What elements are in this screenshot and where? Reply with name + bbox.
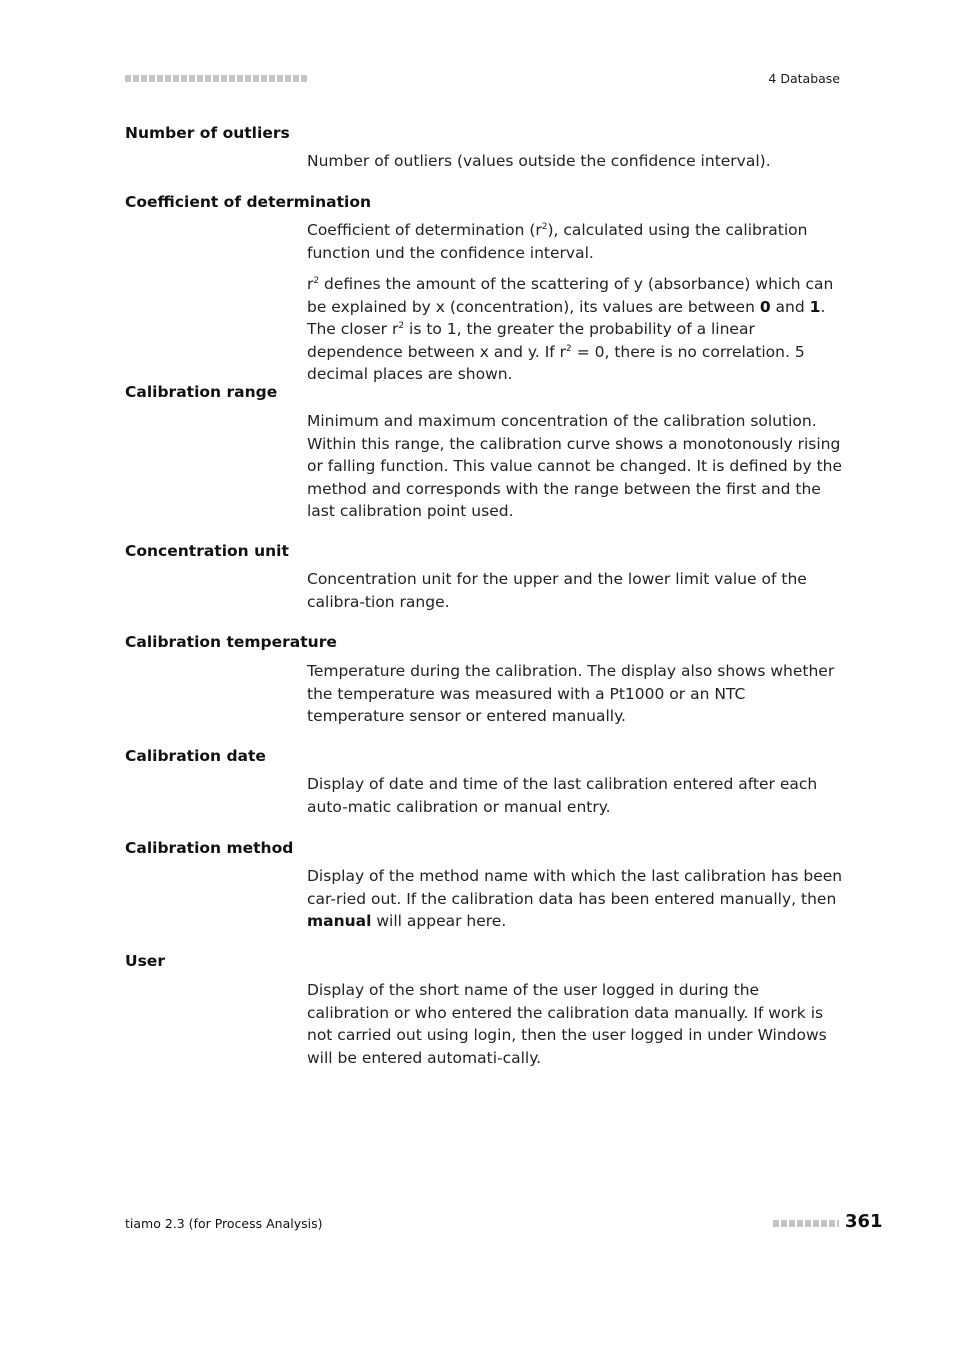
section-title-determination: Coefficient of determination	[125, 193, 372, 211]
outliers-description: Number of outliers (values outside the confidence interval).	[307, 152, 771, 170]
section-title-temperature: Calibration temperature	[125, 633, 337, 651]
section-title-date: Calibration date	[125, 747, 266, 765]
footer-decoration	[773, 1220, 839, 1227]
determination-description: Coefficient of determination $(r^2)$, calculated using the calibration function und the confidence interval.	[307, 221, 808, 262]
section-title-user: User	[125, 952, 165, 970]
determination-explanation: $r^2$ defines the amount of the scattering of y (absorbance) which can be explained by x (concentration), its values are between 0 and 1. The closer $r^2$ is to 1, the greater the probability of a linear dependence between x and y. If $r^2 = 0$, there is no correlation. 5 decimal places are shown.	[307, 275, 834, 383]
footer-product-name: tiamo 2.3 (for Process Analysis)	[125, 1216, 323, 1231]
chapter-header: 4 Database	[768, 71, 840, 86]
unit-description: Concentration unit for the upper and the lower limit value of the calibra-tion range.	[307, 570, 807, 611]
method-description: Display of the method name with which the last calibration has been car-ried out. If the calibration data has been entered manually, then manual will appear here.	[307, 867, 843, 930]
section-title-range: Calibration range	[125, 383, 278, 401]
date-description: Display of date and time of the last calibration entered after each auto-matic calibration or manual entry.	[307, 775, 818, 816]
header-decoration	[125, 75, 307, 82]
user-description: Display of the short name of the user logged in during the calibration or who entered the calibration data manually. If work is not carried out using login, then the user logged in under Windows will be entered automati-cally.	[307, 981, 827, 1067]
section-title-unit: Concentration unit	[125, 542, 289, 560]
section-title-method: Calibration method	[125, 839, 294, 857]
section-title-outliers: Number of outliers	[125, 124, 290, 142]
range-description: Minimum and maximum concentration of the calibration solution. Within this range, the calibration curve shows a monotonously rising or falling function. This value cannot be changed. It is defined by the method and corresponds with the range between the first and the last calibration point used.	[307, 412, 842, 520]
page-number: 361	[845, 1211, 883, 1232]
temperature-description: Temperature during the calibration. The display also shows whether the temperature was measured with a Pt1000 or an NTC temperature sensor or entered manually.	[307, 662, 835, 725]
